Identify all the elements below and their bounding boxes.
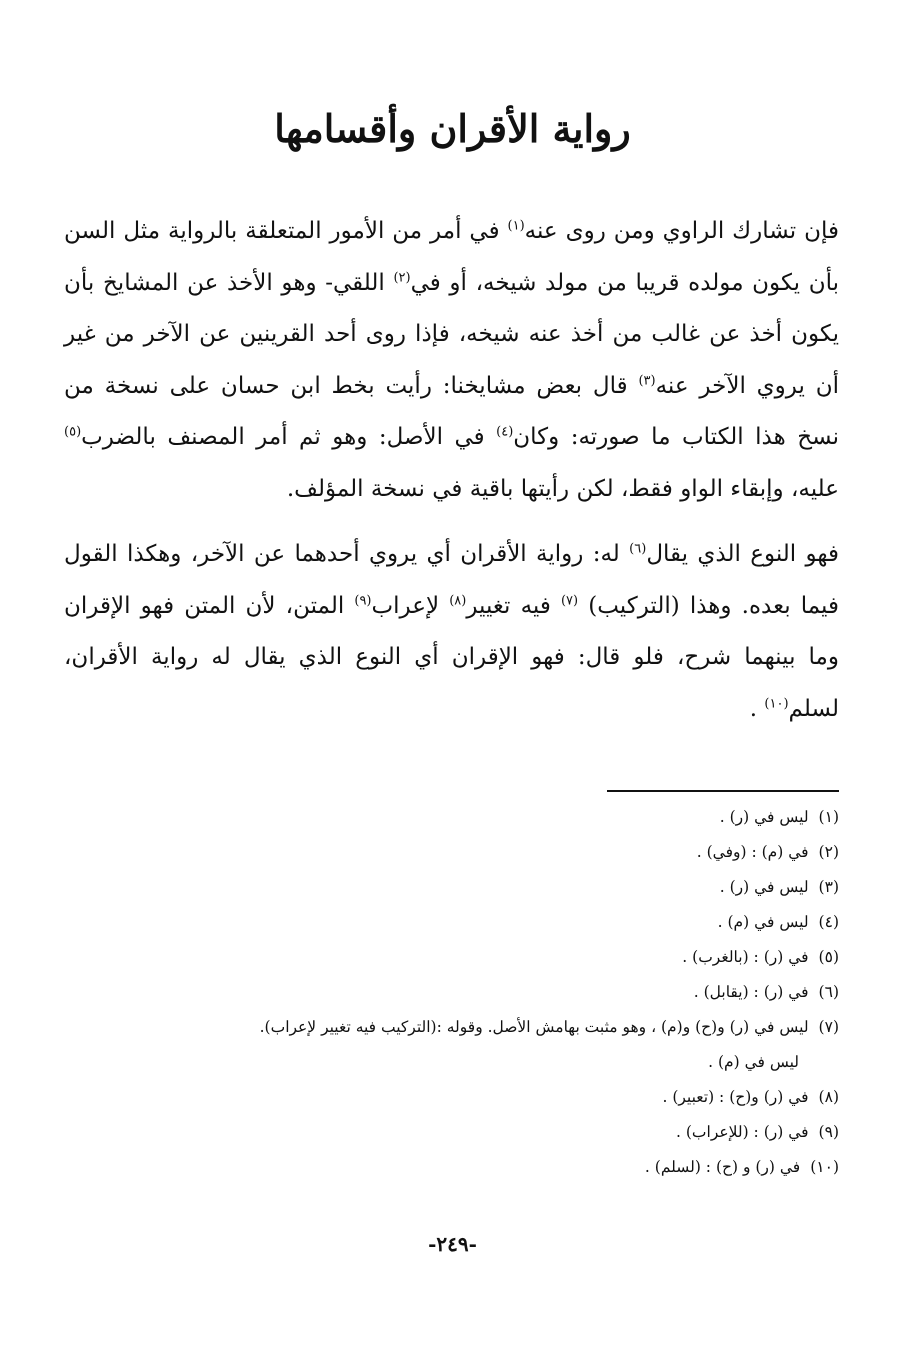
footnote-text: في (ر) : (بالغرب) . bbox=[682, 948, 809, 966]
footnote-continuation: ليس في (م) . bbox=[708, 1053, 799, 1071]
footnote-marker: (١٠) bbox=[764, 695, 789, 711]
text-run: قال بعض مشايخنا: رأيت بخط ابن حسان على نسخة من نسخ هذا الكتاب ما صورته: وكان bbox=[64, 372, 839, 450]
footnote-marker: (٧) bbox=[560, 592, 579, 608]
footnote-text: في (ر) : (يقابل) . bbox=[693, 983, 809, 1001]
footnote-number: (١) bbox=[818, 808, 839, 826]
footnote bbox=[59, 870, 839, 905]
footnote-number: (٨) bbox=[818, 1088, 839, 1106]
footnote bbox=[59, 940, 839, 975]
text-run: لإعراب bbox=[371, 592, 450, 619]
text-run: اللقي- وهو الأخذ عن المشايخ بأن يكون أخذ عن غالب من أخذ عنه شيخه، فإذا روى أحد القرينين عن الآخر من غير أن يروي الآخر عنه bbox=[64, 269, 840, 399]
footnote-number: (٧) bbox=[818, 1018, 839, 1036]
footnote bbox=[59, 835, 839, 870]
footnote-marker: (٦) bbox=[629, 541, 647, 557]
footnote bbox=[59, 975, 839, 1010]
footnote-number: (٣) bbox=[818, 878, 839, 896]
text-run: . bbox=[749, 695, 765, 722]
text-run: فإن تشارك الراوي ومن روى عنه bbox=[524, 218, 839, 244]
footnote-separator bbox=[607, 790, 839, 792]
text-run: عليه، وإبقاء الواو فقط، لكن رأيتها باقية في نسخة المؤلف. bbox=[286, 475, 839, 502]
text-run: له: رواية الأقران أي يروي أحدهما عن الآخر، وهكذا القول فيما بعده. وهذا (التركيب) bbox=[64, 541, 839, 619]
footnote-text: ليس في (ر) و(ح) و(م) ، وهو مثبت بهامش الأصل. وقوله :(التركيب فيه تغيير لإعراب). bbox=[259, 1018, 809, 1036]
page-number: -٢٤٩- bbox=[428, 1232, 477, 1256]
footnote-text: ليس في (ر) . bbox=[719, 808, 809, 826]
footnote bbox=[59, 1010, 839, 1045]
main-text bbox=[64, 206, 839, 735]
page-title: رواية الأقران وأقسامها bbox=[274, 106, 631, 152]
footnote bbox=[59, 1150, 839, 1185]
footnote-number: (٥) bbox=[818, 948, 839, 966]
footnote-marker: (٤) bbox=[496, 424, 514, 440]
footnote-marker: (٨) bbox=[449, 592, 467, 608]
text-run: المتن، لأن المتن فهو الإقران وما بينهما شرح، فلو قال: فهو الإقران أي النوع الذي يقال له رواية الأقران، لسلم bbox=[64, 592, 839, 722]
text-run: في الأصل: وهو ثم أمر المصنف بالضرب bbox=[81, 424, 497, 450]
text-run: فيه تغيير bbox=[466, 592, 561, 619]
paragraph bbox=[64, 529, 839, 735]
text-run: فهو النوع الذي يقال bbox=[646, 541, 840, 567]
footnotes-list bbox=[59, 800, 839, 1185]
footnote-number: (٦) bbox=[818, 983, 839, 1001]
footnote-marker: (٢) bbox=[393, 269, 411, 285]
footnote-marker: (٩) bbox=[354, 592, 372, 608]
footnote-marker: (٥) bbox=[64, 424, 82, 440]
footnote-number: (٢) bbox=[818, 843, 839, 861]
footnote-text: في (ر) و (ح) : (لسلم) . bbox=[644, 1158, 801, 1176]
footnote bbox=[59, 1080, 839, 1115]
text-run: في أمر من الأمور المتعلقة بالرواية مثل السن بأن يكون مولده قريبا من مولد شيخه، أو في bbox=[64, 218, 840, 296]
paragraph bbox=[64, 206, 839, 515]
footnote-marker: (٣) bbox=[638, 372, 656, 388]
footnote-marker: (١) bbox=[507, 218, 525, 234]
footnote-text: ليس في (م) . bbox=[717, 913, 809, 931]
footnote-number: (٤) bbox=[818, 913, 839, 931]
footnote-number: (٩) bbox=[818, 1123, 839, 1141]
footnote bbox=[59, 905, 839, 940]
footnote bbox=[59, 1115, 839, 1150]
footnote-text: في (ر) : (للإعراب) . bbox=[676, 1123, 809, 1141]
footnote bbox=[59, 800, 839, 835]
footnote-text: في (م) : (وفي) . bbox=[696, 843, 809, 861]
footnote-number: (١٠) bbox=[810, 1158, 839, 1176]
footnote-text: ليس في (ر) . bbox=[719, 878, 809, 896]
footnote-text: في (ر) و(ح) : (تعبير) . bbox=[662, 1088, 809, 1106]
